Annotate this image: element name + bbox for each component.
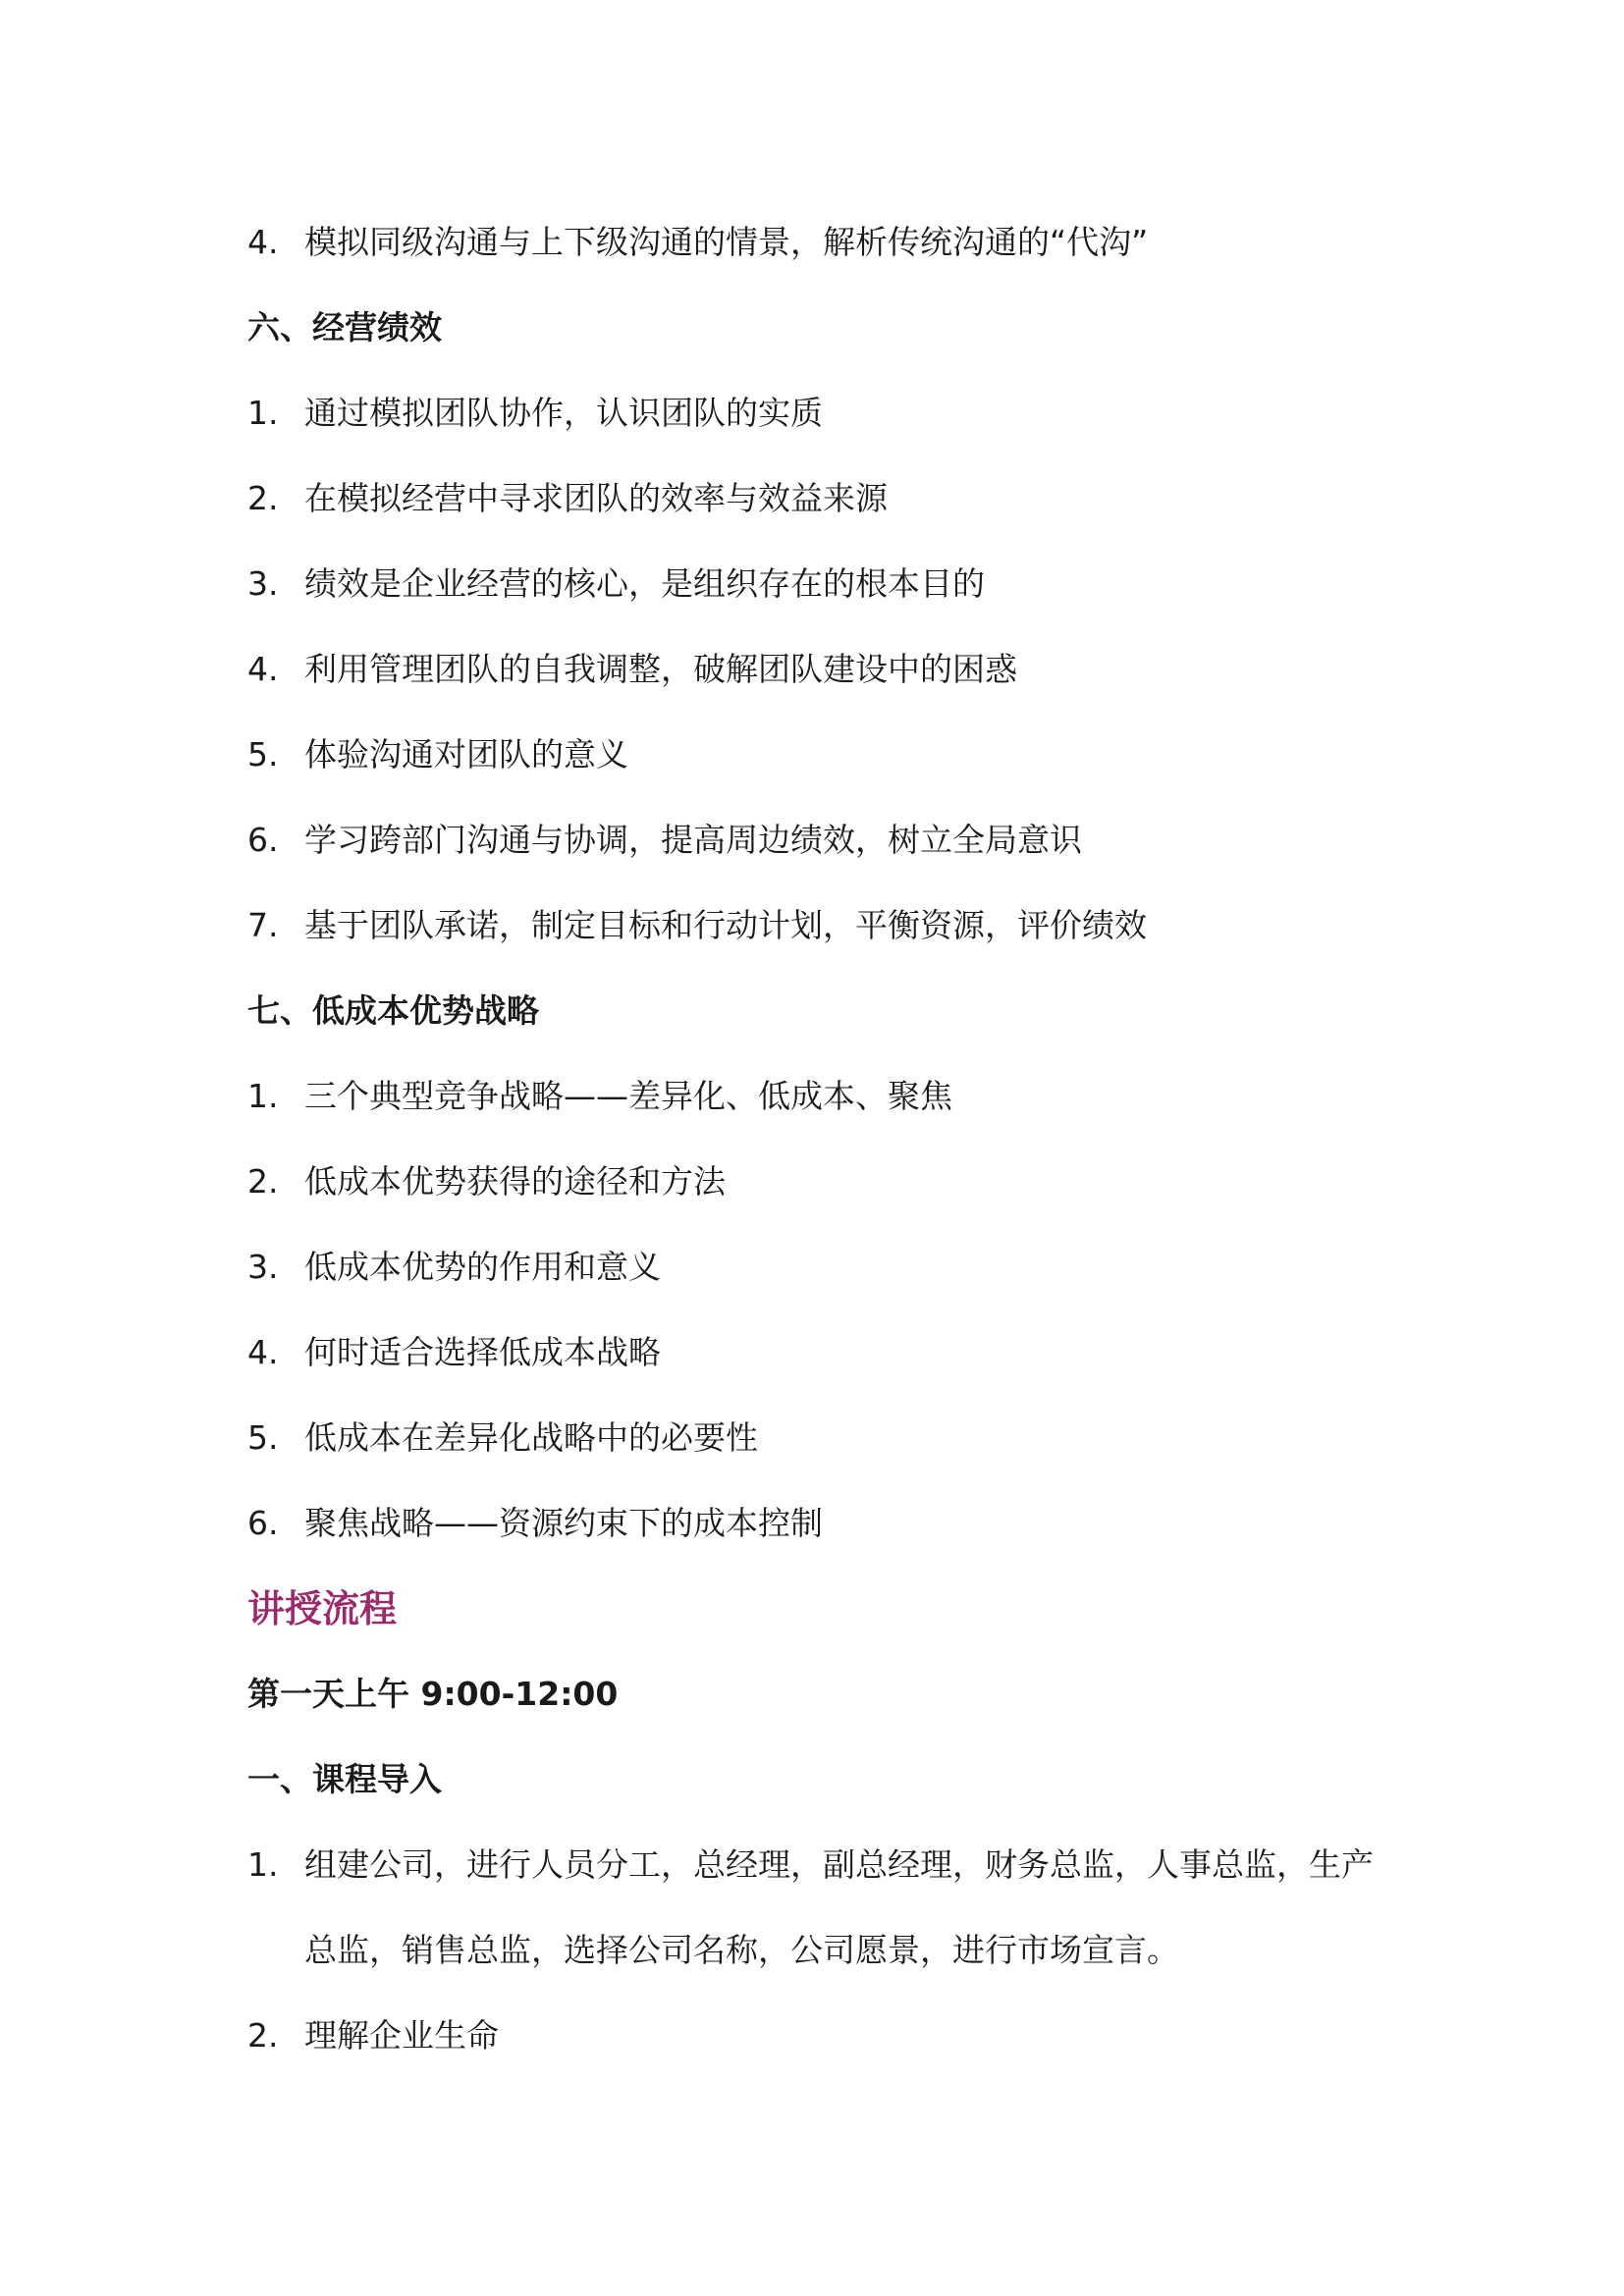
list-text: 模拟同级沟通与上下级沟通的情景，解析传统沟通的“代沟”	[304, 223, 1149, 261]
list-item	[247, 477, 888, 520]
day-heading: 第一天上午 9:00-12:00	[247, 1675, 619, 1713]
list-number: 2.	[247, 479, 279, 517]
list-item	[247, 1416, 758, 1460]
list-text: 三个典型竞争战略——差异化、低成本、聚焦	[304, 1077, 952, 1115]
list-text: 体验沟通对团队的意义	[304, 735, 628, 774]
list-text: 在模拟经营中寻求团队的效率与效益来源	[304, 479, 888, 517]
list-text: 组建公司，进行人员分工，总经理，副总经理，财务总监，人事总监，生产	[304, 1845, 1374, 1884]
list-number: 1.	[247, 1845, 279, 1884]
heading-section-6: 六、经营绩效	[247, 308, 442, 347]
list-text: 学习跨部门沟通与协调，提高周边绩效，树立全局意识	[304, 821, 1082, 859]
list-text: 低成本优势获得的途径和方法	[304, 1162, 726, 1201]
list-item	[247, 562, 985, 606]
list-item	[247, 648, 1017, 691]
list-item	[247, 1843, 1374, 1887]
list-item	[247, 1160, 726, 1203]
list-number: 6.	[247, 1504, 279, 1542]
list-item	[247, 221, 1148, 264]
list-number: 4.	[247, 223, 279, 261]
list-number: 1.	[247, 1077, 279, 1115]
list-number: 3.	[247, 564, 279, 603]
list-text: 基于团队承诺，制定目标和行动计划，平衡资源，评价绩效	[304, 906, 1147, 944]
list-number: 1.	[247, 394, 279, 432]
list-text: 何时适合选择低成本战略	[304, 1333, 661, 1371]
list-number: 2.	[247, 2016, 279, 2055]
list-item	[247, 819, 1082, 862]
list-item	[247, 1331, 661, 1374]
list-text: 绩效是企业经营的核心，是组织存在的根本目的	[304, 564, 985, 603]
list-text: 低成本优势的作用和意义	[304, 1248, 661, 1286]
section-title: 讲授流程	[247, 1587, 398, 1630]
list-text: 利用管理团队的自我调整，破解团队建设中的困惑	[304, 650, 1017, 688]
list-item	[247, 2014, 499, 2057]
list-text: 低成本在差异化战略中的必要性	[304, 1418, 758, 1457]
heading-section-7: 七、低成本优势战略	[247, 991, 539, 1030]
list-number: 4.	[247, 650, 279, 688]
list-item	[247, 1502, 823, 1545]
list-text: 通过模拟团队协作，认识团队的实质	[304, 394, 823, 432]
list-number: 3.	[247, 1248, 279, 1286]
list-item	[247, 1075, 952, 1118]
list-text: 聚焦战略——资源约束下的成本控制	[304, 1504, 823, 1542]
list-number: 5.	[247, 735, 279, 774]
list-number: 5.	[247, 1418, 279, 1457]
list-text: 理解企业生命	[304, 2016, 499, 2055]
list-item	[247, 733, 628, 776]
list-number: 7.	[247, 906, 279, 944]
list-item-continuation: 总监，销售总监，选择公司名称，公司愿景，进行市场宣言。	[304, 1931, 1179, 1969]
heading-section-1: 一、课程导入	[247, 1760, 442, 1798]
list-item	[247, 1246, 661, 1289]
list-number: 4.	[247, 1333, 279, 1371]
list-number: 2.	[247, 1162, 279, 1201]
list-number: 6.	[247, 821, 279, 859]
list-item	[247, 904, 1147, 947]
list-item	[247, 392, 823, 435]
